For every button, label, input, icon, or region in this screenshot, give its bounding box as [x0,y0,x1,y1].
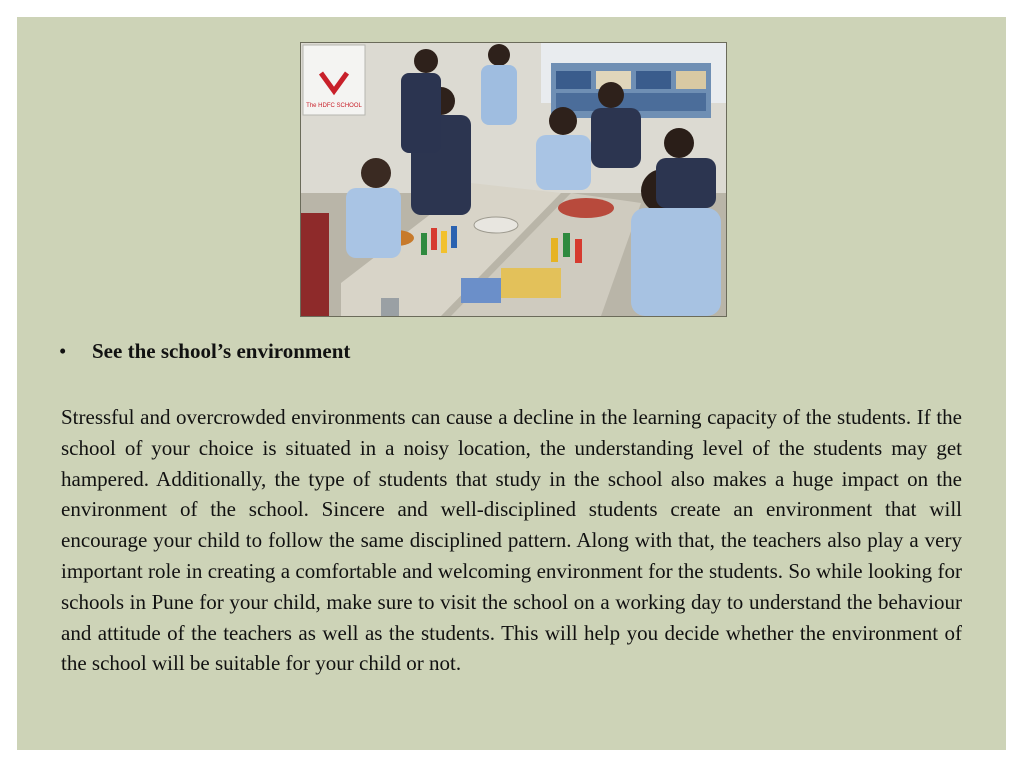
body-paragraph: Stressful and overcrowded environments can cause a decline in the learning capacity of the students. If the school of your choice is situated in a noisy location, the understanding level of the students may get hampered. Additionally, the type of students that study in the school also makes a huge impact on the environment of the school. Sincere and well-disciplined students create an environment that will encourage your child to follow the same disciplined pattern. Along with that, the teachers also play a very important role in creating a comfortable and welcoming environment for the students. So while looking for schools in Pune for your child, make sure to visit the school on a working day to understand the behaviour and attitude of the teachers as well as the students. This will help you decide whether the environment of the school will be suitable for your child or not. [61,405,962,676]
classroom-illustration [301,43,726,316]
school-logo-text: The HDFC SCHOOL [306,103,362,109]
bullet-marker: • [59,339,67,363]
slide [17,17,1006,750]
bullet-heading: See the school’s environment [92,339,351,363]
bullet-item [59,339,350,364]
classroom-photo [300,42,727,317]
